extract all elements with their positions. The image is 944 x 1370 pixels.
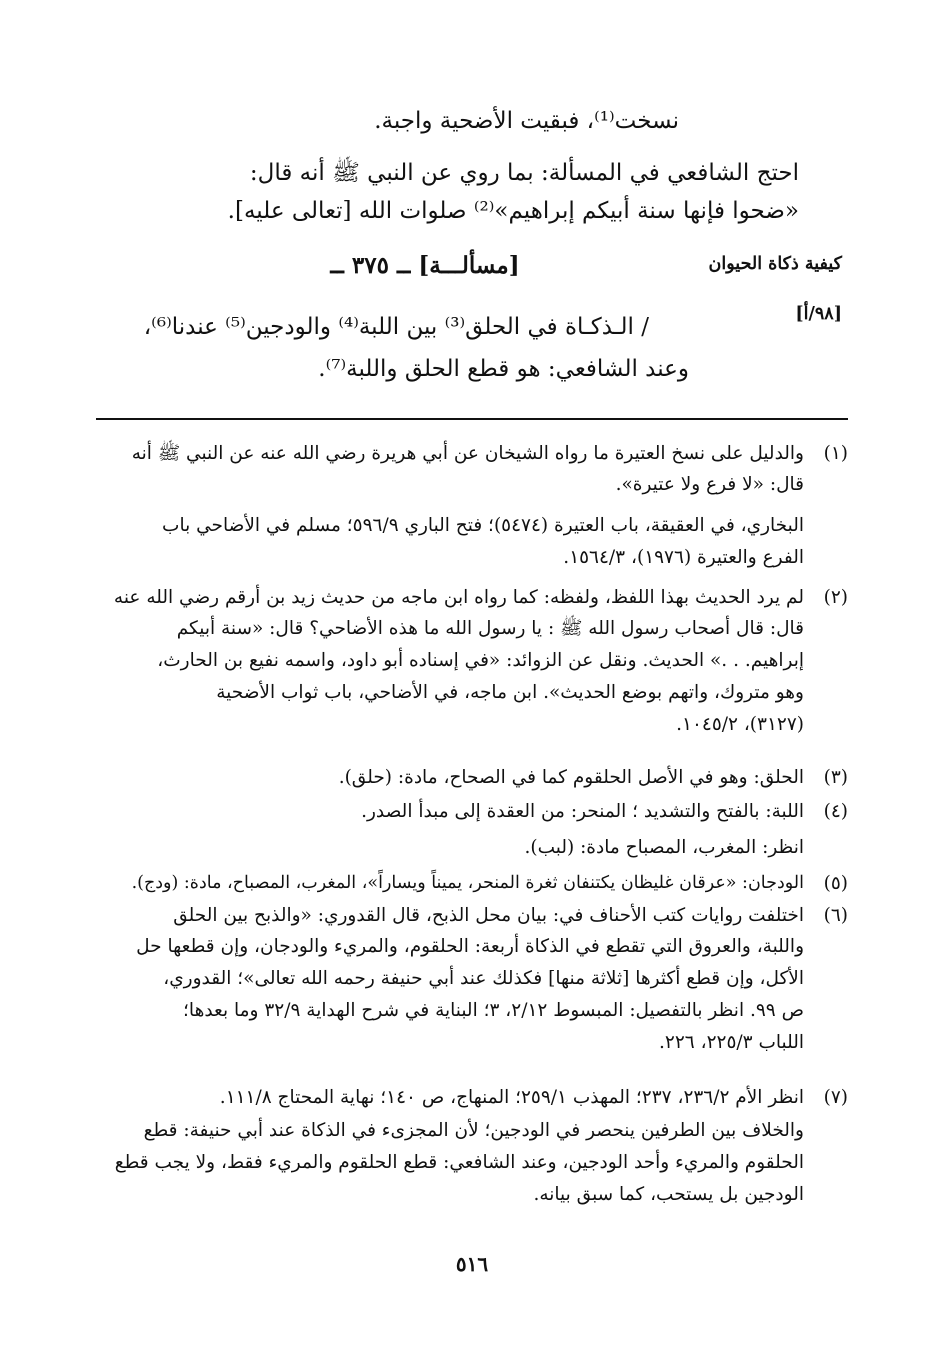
main-line-4: / الـذكـاة في الحلق⁽³⁾ بين اللبة⁽⁴⁾ والودجين⁽⁵⁾ عندنا⁽⁶⁾، [143, 314, 649, 340]
footnote-text: اللباب ٢٢٥/٣، ٢٢٦. [659, 1032, 804, 1053]
main-line-3: «ضحوا فإنها سنة أبيكم إبراهيم»⁽²⁾ صلوات الله [تعالى عليه]. [227, 198, 799, 224]
footnote-text: الحلق: وهو في الأصل الحلقوم كما في الصحاح، مادة: (حلق). [338, 767, 804, 788]
footnote-text: إبراهيم. . .» الحديث. ونقل عن الزوائد: «في إسناده أبو داود، واسمه نفيع بن الحارث، [157, 650, 804, 671]
margin-topic-note: كيفية ذكاة الحيوان [708, 254, 842, 274]
footnote-4 [96, 796, 848, 866]
page-number: ٥١٦ [455, 1252, 489, 1276]
footnote-text: الفرع والعتيرة (١٩٧٦)، ١٥٦٤/٣. [563, 547, 804, 568]
folio-reference: [٩٨/أ] [795, 304, 842, 324]
footnote-number: (٤) [823, 801, 848, 822]
footnote-text: قال: قال أصحاب رسول الله ﷺ : يا رسول الله ما هذه الأضاحي؟ قال: «سنة أبيكم [176, 618, 804, 639]
footnote-number: (٧) [823, 1087, 848, 1108]
main-line-1: نسخت⁽¹⁾، فبقيت الأضحية واجبة. [374, 108, 679, 134]
footnote-number: (١) [823, 443, 848, 464]
footnote-3 [96, 762, 848, 794]
footnote-7 [96, 1082, 848, 1222]
footnote-text: انظر الأم ٢٣٦/٢، ٢٣٧؛ المهذب ٢٥٩/١؛ المنهاج، ص ١٤٠؛ نهاية المحتاج ١١١/٨. [219, 1087, 804, 1108]
issue-heading: [مسألـــة] ــ ٣٧٥ ــ [330, 252, 520, 279]
footnote-text: (٣١٢٧)، ١٠٤٥/٢. [676, 714, 804, 735]
footnote-text: اللبة: بالفتح والتشديد ؛ المنحر: من العقدة إلى مبدأ الصدر. [361, 801, 804, 822]
footnote-text: الحلقوم والمريء وأحد الودجين، وعند الشافعي: قطع الحلقوم والمريء فقط، ولا يجب قطع [114, 1152, 804, 1173]
footnote-text: الأكل، وإن قطع أكثرها [ثلاثة منها] فكذلك عند أبي حنيفة رحمه الله تعالى»؛ القدوري، [163, 968, 804, 989]
footnote-text: انظر: المغرب، المصباح مادة: (لبب). [524, 837, 804, 858]
footnote-text: ص ٩٩. انظر بالتفصيل: المبسوط ٢/١٢، ٣؛ البناية في شرح الهداية ٣٢/٩ وما بعدها؛ [183, 1000, 804, 1021]
footnote-6 [96, 900, 848, 1070]
footnote-text: البخاري، في العقيقة، باب العتيرة (٥٤٧٤)؛ فتح الباري ٥٩٦/٩؛ مسلم في الأضاحي باب [162, 515, 804, 536]
footnote-text: قال: «لا فرع ولا عتيرة». [615, 474, 804, 495]
footnote-number: (٥) [823, 873, 848, 894]
footnote-text: والخلاف بين الطرفين ينحصر في الودجين؛ لأن المجزىء في الذكاة عند أبي حنيفة: قطع [143, 1120, 804, 1141]
footnote-number: (٦) [823, 905, 848, 926]
footnote-text: واللبة، والعروق التي تقطع في الذكاة أربعة: الحلقوم، والمريء والودجان، وإن قطعها حل [136, 936, 804, 957]
footnote-text: الودجان: «عرقان غليظان يكتنفان ثغرة المنحر، يميناً ويساراً»، المغرب، المصباح، مادة: (ودج). [131, 873, 804, 893]
footnote-text: لم يرد الحديث بهذا اللفظ، ولفظه: كما رواه ابن ماجه من حديث زيد بن أرقم رضي الله عنه [113, 587, 804, 608]
footnote-2 [96, 582, 848, 752]
footnote-number: (٣) [823, 767, 848, 788]
footnote-text: وهو متروك، واتهم بوضع الحديث». ابن ماجه، في الأضاحي، باب ثواب الأضحية [216, 682, 804, 703]
footnote-text: اختلفت روايات كتب الأحناف في: بيان محل الذبح، قال القدوري: «والذبح بين الحلق [173, 905, 804, 926]
main-line-2: احتج الشافعي في المسألة: بما روي عن النبي ﷺ أنه قال: [249, 160, 799, 186]
footnote-text: الودجين بل يستحب، كما سبق بيانه. [533, 1184, 804, 1205]
footnote-text: والدليل على نسخ العتيرة ما رواه الشيخان عن أبي هريرة رضي الله عنه عن النبي ﷺ أنه [131, 443, 804, 464]
footnote-1 [96, 438, 848, 578]
footnote-number: (٢) [823, 587, 848, 608]
footnote-separator [96, 418, 848, 420]
footnote-5 [96, 868, 848, 900]
main-line-5: وعند الشافعي: هو قطع الحلق واللبة⁽⁷⁾. [318, 356, 689, 382]
